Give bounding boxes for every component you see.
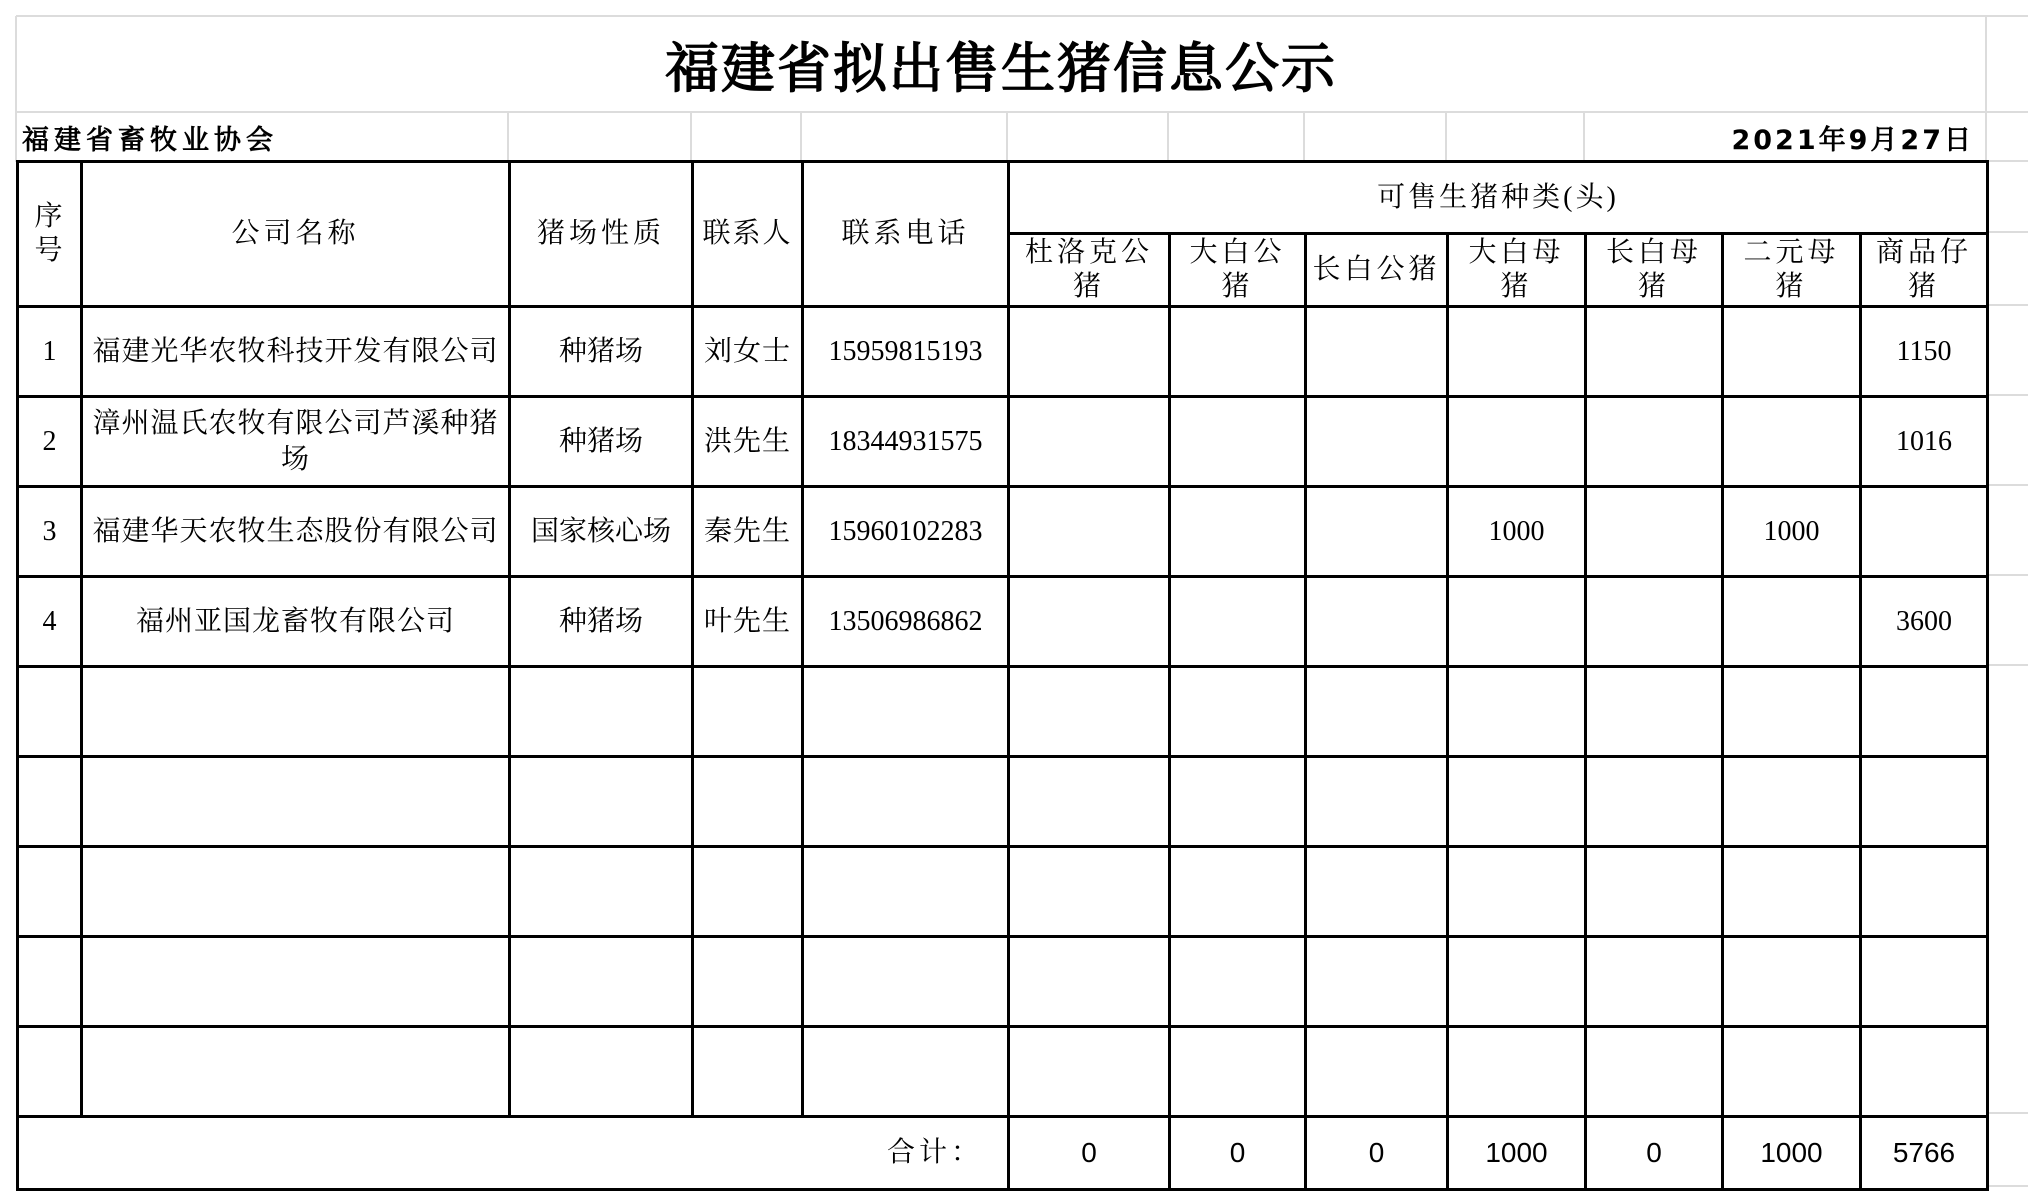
total-commercial-piglet: 5766 (1861, 1117, 1988, 1190)
row-company (82, 847, 510, 937)
row-contact: 洪先生 (693, 397, 803, 487)
row-contact (693, 937, 803, 1027)
table-row (18, 937, 1988, 1027)
total-duroc-boar: 0 (1009, 1117, 1170, 1190)
pig-sale-table (16, 160, 1989, 1191)
row-count-large-white-boar (1170, 847, 1306, 937)
header-seq: 序号 (18, 162, 82, 307)
row-count-large-white-boar (1170, 1027, 1306, 1117)
row-count-duroc-boar (1009, 937, 1170, 1027)
row-count-landrace-sow (1586, 667, 1723, 757)
header-type-large-white-sow: 大白母猪 (1448, 234, 1586, 307)
header-type-commercial-piglet: 商品仔猪 (1861, 234, 1988, 307)
row-company (82, 1027, 510, 1117)
gridline-right-ext (1986, 574, 2028, 576)
row-count-large-white-sow (1448, 307, 1586, 397)
row-seq: 2 (18, 397, 82, 487)
table-row (18, 307, 1988, 397)
row-count-crossbred-sow (1723, 757, 1861, 847)
row-farm-type: 种猪场 (510, 577, 693, 667)
total-landrace-boar: 0 (1306, 1117, 1448, 1190)
gridline-right-ext (1986, 664, 2028, 666)
gridline-sub-col (507, 112, 509, 160)
header-type-crossbred-sow: 二元母猪 (1723, 234, 1861, 307)
row-phone: 13506986862 (803, 577, 1009, 667)
gridline-right-ext (1986, 1185, 2028, 1187)
row-count-crossbred-sow (1723, 937, 1861, 1027)
row-count-crossbred-sow (1723, 1027, 1861, 1117)
row-count-duroc-boar (1009, 577, 1170, 667)
header-phone: 联系电话 (803, 162, 1009, 307)
row-count-duroc-boar (1009, 397, 1170, 487)
row-count-landrace-boar (1306, 487, 1448, 577)
table-row (18, 487, 1988, 577)
header-row (18, 162, 1988, 234)
total-large-white-boar: 0 (1170, 1117, 1306, 1190)
row-count-commercial-piglet: 3600 (1861, 577, 1988, 667)
row-count-large-white-boar (1170, 757, 1306, 847)
row-company: 福建华天农牧生态股份有限公司 (82, 487, 510, 577)
row-company: 福州亚国龙畜牧有限公司 (82, 577, 510, 667)
row-count-large-white-sow (1448, 757, 1586, 847)
page-title: 福建省拟出售生猪信息公示 (665, 36, 1337, 100)
row-farm-type (510, 757, 693, 847)
row-count-large-white-boar (1170, 667, 1306, 757)
table-row (18, 577, 1988, 667)
row-contact (693, 1027, 803, 1117)
row-count-landrace-sow (1586, 487, 1723, 577)
row-count-commercial-piglet (1861, 937, 1988, 1027)
gridline-sub-col (1583, 112, 1585, 160)
row-count-commercial-piglet (1861, 487, 1988, 577)
row-count-landrace-boar (1306, 847, 1448, 937)
row-contact: 秦先生 (693, 487, 803, 577)
row-phone (803, 847, 1009, 937)
row-phone (803, 667, 1009, 757)
header-type-landrace-sow: 长白母猪 (1586, 234, 1723, 307)
row-count-landrace-sow (1586, 847, 1723, 937)
row-farm-type: 种猪场 (510, 307, 693, 397)
row-count-commercial-piglet: 1150 (1861, 307, 1988, 397)
row-count-large-white-boar (1170, 577, 1306, 667)
row-count-commercial-piglet (1861, 757, 1988, 847)
row-count-large-white-sow (1448, 847, 1586, 937)
row-farm-type: 国家核心场 (510, 487, 693, 577)
table-row (18, 397, 1988, 487)
row-count-crossbred-sow: 1000 (1723, 487, 1861, 577)
header-contact: 联系人 (693, 162, 803, 307)
gridline-right-ext (1986, 484, 2028, 486)
header-company: 公司名称 (82, 162, 510, 307)
row-count-large-white-sow (1448, 667, 1586, 757)
row-count-crossbred-sow (1723, 667, 1861, 757)
row-count-commercial-piglet: 1016 (1861, 397, 1988, 487)
gridline-sub-col (690, 112, 692, 160)
gridline-right-ext (1986, 1112, 2028, 1114)
row-count-duroc-boar (1009, 847, 1170, 937)
header-farm-type: 猪场性质 (510, 162, 693, 307)
gridline-right-ext (1986, 160, 2028, 162)
row-count-landrace-boar (1306, 577, 1448, 667)
row-count-large-white-boar (1170, 937, 1306, 1027)
row-count-landrace-boar (1306, 1027, 1448, 1117)
header-type-duroc-boar: 杜洛克公猪 (1009, 234, 1170, 307)
gridline-sub-col (1445, 112, 1447, 160)
row-company (82, 757, 510, 847)
total-row (18, 1117, 1988, 1190)
row-count-landrace-sow (1586, 757, 1723, 847)
row-count-crossbred-sow (1723, 577, 1861, 667)
row-phone (803, 937, 1009, 1027)
organization-name: 福建省畜牧业协会 (22, 124, 278, 156)
row-farm-type (510, 667, 693, 757)
row-seq: 1 (18, 307, 82, 397)
row-count-large-white-boar (1170, 397, 1306, 487)
row-count-crossbred-sow (1723, 307, 1861, 397)
row-count-large-white-sow: 1000 (1448, 487, 1586, 577)
total-label: 合计： (18, 1117, 1009, 1190)
row-count-large-white-sow (1448, 937, 1586, 1027)
row-count-landrace-sow (1586, 577, 1723, 667)
row-count-duroc-boar (1009, 307, 1170, 397)
row-count-landrace-boar (1306, 307, 1448, 397)
header-type-landrace-boar: 长白公猪 (1306, 234, 1448, 307)
row-contact (693, 757, 803, 847)
row-seq (18, 757, 82, 847)
row-count-large-white-sow (1448, 577, 1586, 667)
gridline-sub-col (1006, 112, 1008, 160)
total-large-white-sow: 1000 (1448, 1117, 1586, 1190)
table-row (18, 757, 1988, 847)
row-count-large-white-sow (1448, 1027, 1586, 1117)
total-crossbred-sow: 1000 (1723, 1117, 1861, 1190)
row-count-landrace-boar (1306, 397, 1448, 487)
row-count-crossbred-sow (1723, 847, 1861, 937)
gridline-sub-col (1167, 112, 1169, 160)
row-contact (693, 847, 803, 937)
row-count-duroc-boar (1009, 1027, 1170, 1117)
row-count-landrace-boar (1306, 937, 1448, 1027)
row-seq: 4 (18, 577, 82, 667)
row-count-landrace-sow (1586, 397, 1723, 487)
header-pig-types-group: 可售生猪种类(头) (1009, 162, 1988, 234)
gridline-right-ext (1986, 394, 2028, 396)
row-phone: 18344931575 (803, 397, 1009, 487)
row-seq (18, 937, 82, 1027)
row-contact: 刘女士 (693, 307, 803, 397)
gridline-sub-col (1303, 112, 1305, 160)
row-phone: 15959815193 (803, 307, 1009, 397)
row-seq: 3 (18, 487, 82, 577)
table-row (18, 667, 1988, 757)
row-contact: 叶先生 (693, 577, 803, 667)
row-count-large-white-boar (1170, 487, 1306, 577)
row-count-duroc-boar (1009, 487, 1170, 577)
row-count-landrace-boar (1306, 667, 1448, 757)
row-company (82, 937, 510, 1027)
row-company: 福建光华农牧科技开发有限公司 (82, 307, 510, 397)
gridline-sub-col (800, 112, 802, 160)
row-phone: 15960102283 (803, 487, 1009, 577)
table-row (18, 1027, 1988, 1117)
row-count-crossbred-sow (1723, 397, 1861, 487)
total-landrace-sow: 0 (1586, 1117, 1723, 1190)
row-count-landrace-sow (1586, 1027, 1723, 1117)
gridline-right-ext (1986, 231, 2028, 233)
row-count-large-white-sow (1448, 397, 1586, 487)
header-type-large-white-boar: 大白公猪 (1170, 234, 1306, 307)
row-farm-type (510, 1027, 693, 1117)
row-phone (803, 1027, 1009, 1117)
row-count-landrace-boar (1306, 757, 1448, 847)
row-phone (803, 757, 1009, 847)
row-contact (693, 667, 803, 757)
row-count-duroc-boar (1009, 757, 1170, 847)
row-count-commercial-piglet (1861, 847, 1988, 937)
gridline-right-ext (1986, 304, 2028, 306)
row-count-large-white-boar (1170, 307, 1306, 397)
row-count-landrace-sow (1586, 307, 1723, 397)
row-seq (18, 847, 82, 937)
row-seq (18, 1027, 82, 1117)
row-count-commercial-piglet (1861, 667, 1988, 757)
row-seq (18, 667, 82, 757)
table-row (18, 847, 1988, 937)
row-farm-type: 种猪场 (510, 397, 693, 487)
row-count-landrace-sow (1586, 937, 1723, 1027)
row-farm-type (510, 937, 693, 1027)
row-farm-type (510, 847, 693, 937)
row-count-duroc-boar (1009, 667, 1170, 757)
row-count-commercial-piglet (1861, 1027, 1988, 1117)
row-company: 漳州温氏农牧有限公司芦溪种猪场 (82, 397, 510, 487)
publish-date: 2021年9月27日 (1731, 124, 1974, 156)
row-company (82, 667, 510, 757)
